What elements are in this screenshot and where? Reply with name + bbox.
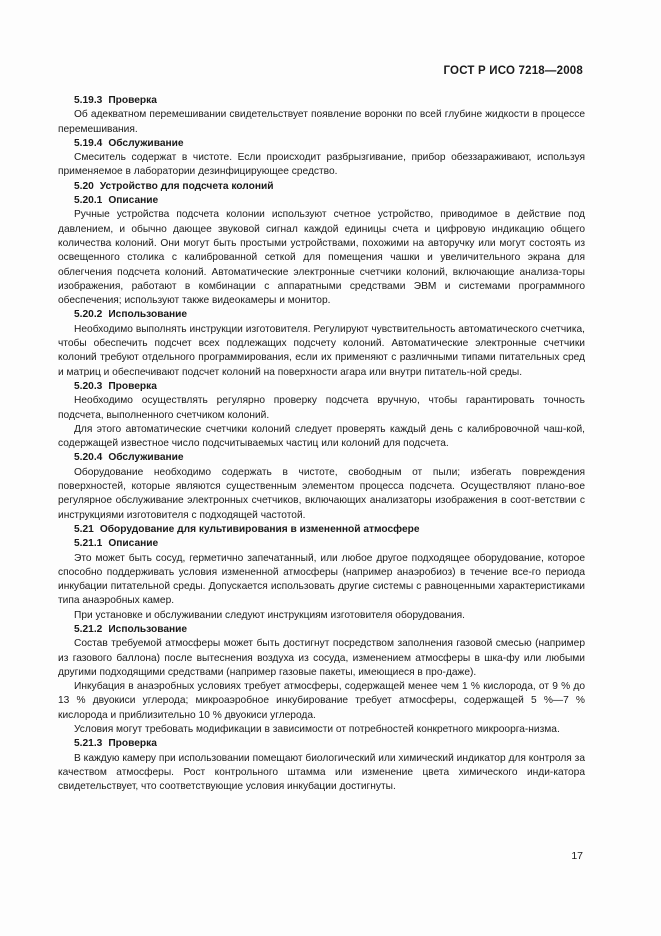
section-number: 5.20.3 [74, 380, 103, 392]
section-title: Проверка [108, 380, 157, 392]
paragraph: Для этого автоматические счетчики колоний следует проверять каждый день с калибровочной чаш-кой, содержащей известное число подсчитываемых частиц или колоний для подсчета. [58, 423, 585, 450]
paragraph: Необходимо выполнять инструкции изготовителя. Регулируют чувствительность автоматического счетчика, чтобы обеспечить подсчет всех подлежащих подсчету колоний. Автоматические электронные счетчики колоний требуют отдельного программирования, если их применяют с различными типами питательных сред и матриц и обеспечивают подсчет колоний на поверхности агара или внутри питатель-ной среды. [58, 323, 585, 378]
paragraph: В каждую камеру при использовании помещают биологический или химический индикатор для контроля за качеством атмосферы. Рост контрольного штамма или изменение цвета химического инди-катора свидетельствует, что соответствующие условия инкубации достигнуты. [58, 752, 585, 793]
section-heading [74, 380, 585, 394]
paragraph: При установке и обслуживании следуют инструкциям изготовителя оборудования. [74, 609, 466, 621]
paragraph: Это может быть сосуд, герметично запечатанный, или любое другое подходящее оборудование, которое способно поддерживать условия измененной атмосферы (например анаэробиоз) в течение все-го периода инкубации питательной среды. Допускается использовать другие системы с равноценными характеристиками типа анаэробных камер. [58, 552, 585, 607]
section-number: 5.21.3 [74, 738, 103, 750]
section-heading [74, 180, 585, 194]
section-heading [74, 737, 585, 751]
section-title: Описание [108, 538, 159, 550]
paragraph: Необходимо осуществлять регулярно проверку подсчета вручную, чтобы гарантировать точность подсчета, выполненного счетчиком колоний. [58, 395, 585, 421]
section-number: 5.19.3 [74, 95, 103, 106]
section-heading [74, 523, 585, 537]
section-title: Обслуживание [108, 137, 184, 149]
section-number: 5.20.4 [74, 452, 103, 464]
section-number: 5.19.4 [74, 137, 103, 149]
paragraph: Состав требуемой атмосферы может быть достигнут посредством заполнения газовой смесью (например из газового баллона) после вытеснения воздуха из сосуда, изменением атмосферы в шка-фу или любыми другими подходящими средствами (например газовые пакеты, имеющиеся в про-даже). [58, 638, 585, 678]
section-title: Проверка [108, 738, 157, 750]
section-title: Устройство для подсчета колоний [99, 180, 274, 192]
section-heading [74, 451, 585, 465]
section-heading [74, 137, 585, 151]
section-title: Использование [108, 309, 188, 321]
paragraph: Условия могут требовать модификации в зависимости от потребностей конкретного микроорга-низма. [74, 724, 560, 736]
section-title: Обслуживание [108, 452, 184, 464]
section-title: Проверка [108, 95, 157, 106]
paragraph: Смеситель содержат в чистоте. Если происходит разбрызгивание, прибор обеззараживают, используя применяемое в лаборатории дезинфицирующее средство. [58, 152, 585, 178]
section-number: 5.20.1 [74, 195, 103, 207]
paragraph: Инкубация в анаэробных условиях требует атмосферы, содержащей менее чем 1 % кислорода, от 9 % до 13 % двуокиси углерода; микроаэробное инкубирование требует атмосферы, содержащей 5 %—7 % кислорода и приблизительно 10 % двуокиси углерода. [58, 681, 585, 721]
section-number: 5.20 [74, 180, 94, 192]
paragraph: Ручные устройства подсчета колонии используют счетное устройство, приводимое в действие под давлением, и обычно дающее звуковой сигнал каждой единицы счета и цифровую индикацию общего количества колоний. Они могут быть простыми устройствами, похожими на авторучку или могут состоять из освещенного столика с калиброванной сеткой для помещения чашки и увеличительного экрана для облегчения подсчета колоний. Автоматические электронные счетчики колоний, включающие анализа-торы изображения, работают в комбинации с аппаратными средствами ЭВМ и системами программного обеспечения; используют также видеокамеры и монитор. [58, 209, 585, 307]
section-title: Использование [108, 623, 188, 635]
section-title: Оборудование для культивирования в измененной атмосфере [99, 523, 420, 535]
paragraph: Оборудование необходимо содержать в чистоте, свободным от пыли; избегать повреждения поверхностей, которые являются существенным элементом процесса подсчета. Осуществляют плано-вое регулярное обслуживание электронных счетчиков, включающих анализаторы изображения в соот-ветствии с инструкциями изготовителя с подходящей частотой. [58, 466, 585, 521]
section-heading [74, 194, 585, 208]
standard-header: ГОСТ Р ИСО 7218—2008 [443, 65, 583, 77]
paragraph: Об адекватном перемешивании свидетельствует появление воронки по всей глубине жидкости в процессе перемешивания. [58, 109, 585, 135]
section-number: 5.21.2 [74, 623, 103, 635]
section-heading [74, 308, 585, 322]
section-number: 5.21 [74, 523, 94, 535]
section-title: Описание [108, 195, 159, 207]
section-number: 5.20.2 [74, 309, 103, 321]
section-number: 5.21.1 [74, 538, 103, 550]
page-number: 17 [571, 850, 583, 862]
document-body [58, 94, 585, 795]
section-heading [74, 94, 585, 108]
section-heading [74, 623, 585, 637]
section-heading [74, 537, 585, 551]
